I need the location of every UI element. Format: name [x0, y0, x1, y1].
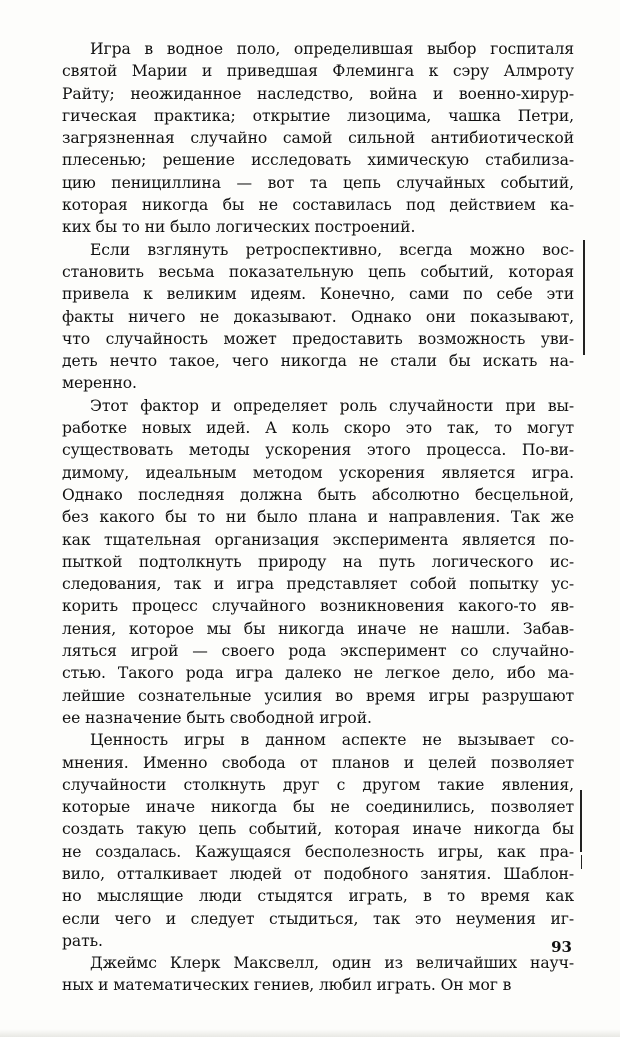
text-line: меренно. — [62, 374, 137, 393]
text-line: что случайность может предоставить возможность уви- — [62, 329, 574, 348]
paragraph — [62, 239, 574, 395]
text-line: но мыслящие люди стыдятся играть, в то время как — [62, 887, 574, 906]
text-line: Если взглянуть ретроспективно, всегда можно вос- — [90, 240, 574, 259]
text-line: Игра в водное поло, определившая выбор госпиталя — [90, 40, 574, 58]
text-line: работке новых идей. А коль скоро это так, то могут — [62, 419, 574, 438]
text-line: Джеймс Клерк Максвелл, один из величайших науч- — [90, 954, 574, 973]
text-line: создать такую цепь событий, которая иначе никогда бы — [62, 820, 574, 839]
text-line: плесенью; решение исследовать химическую стабилиза- — [62, 151, 574, 170]
margin-line-mark — [581, 855, 582, 869]
text-line: загрязненная случайно самой сильной антибиотической — [62, 129, 574, 148]
text-line: без какого бы то ни было плана и направления. Так же — [62, 508, 574, 527]
text-line: лейшие сознательные усилия во время игры разрушают — [62, 686, 574, 705]
text-line: существовать методы ускорения этого процесса. По-ви- — [62, 441, 574, 460]
margin-line-mark — [580, 790, 582, 852]
paragraph — [62, 729, 574, 952]
text-line: димому, идеальным методом ускорения является игра. — [62, 463, 574, 482]
text-line: привела к великим идеям. Конечно, сами по себе эти — [62, 285, 574, 304]
text-line: стью. Такого рода игра далеко не легкое дело, ибо ма- — [62, 664, 574, 683]
text-line: ляться игрой — своего рода эксперимент со случайно- — [62, 642, 574, 661]
text-line: рать. — [62, 931, 103, 950]
body-text — [62, 38, 574, 997]
text-line: деть нечто такое, чего никогда не стали бы искать на- — [62, 352, 574, 371]
text-line: не создалась. Кажущаяся бесполезность игры, как пра- — [62, 842, 574, 861]
text-line: которые иначе никогда бы не соединились, позволяет — [62, 798, 574, 817]
text-line: если чего и следует стыдиться, так это неумения иг- — [62, 909, 574, 928]
text-line: ких бы то ни было логических построений. — [62, 218, 416, 237]
text-line: случайности столкнуть друг с другом такие явления, — [62, 775, 574, 794]
text-line: ных и математических гениев, любил играть. Он мог в — [62, 976, 512, 995]
text-line: следования, так и игра представляет собой попытку ус- — [62, 575, 574, 594]
text-line: становить весьма показательную цепь событий, которая — [62, 262, 574, 281]
paragraph — [62, 395, 574, 729]
text-line: святой Марии и приведшая Флеминга к сэру Алмроту — [62, 62, 574, 81]
paragraph — [62, 38, 574, 239]
text-line: Ценность игры в данном аспекте не вызывает со- — [90, 731, 574, 750]
text-line: вило, отталкивает людей от подобного занятия. Шаблон- — [62, 864, 574, 883]
text-line: цию пенициллина — вот та цепь случайных событий, — [62, 173, 574, 192]
text-line: мнения. Именно свобода от планов и целей позволяет — [62, 753, 574, 772]
text-line: Этот фактор и определяет роль случайности при вы- — [90, 396, 574, 415]
text-line: Однако последняя должна быть абсолютно бесцельной, — [62, 485, 574, 504]
text-line: пыткой подтолкнуть природу на путь логического ис- — [62, 552, 574, 571]
text-line: как тщательная организация эксперимента является по- — [62, 530, 574, 549]
text-line: Райту; неожиданное наследство, война и военно-хирур- — [62, 84, 574, 103]
text-line: ления, которое мы бы никогда иначе не нашли. Забав- — [62, 619, 574, 638]
margin-line-mark — [583, 240, 585, 355]
text-line: факты ничего не доказывают. Однако они показывают, — [62, 307, 574, 326]
page-bottom-edge — [0, 1029, 620, 1037]
text-line: которая никогда бы не составилась под действием ка- — [62, 196, 574, 215]
text-line: корить процесс случайного возникновения какого-то яв- — [62, 597, 574, 616]
page-number: 93 — [551, 938, 572, 956]
text-line: ее назначение быть свободной игрой. — [62, 708, 372, 727]
text-line: гическая практика; открытие лизоцима, чашка Петри, — [62, 106, 574, 125]
paragraph — [62, 952, 574, 997]
